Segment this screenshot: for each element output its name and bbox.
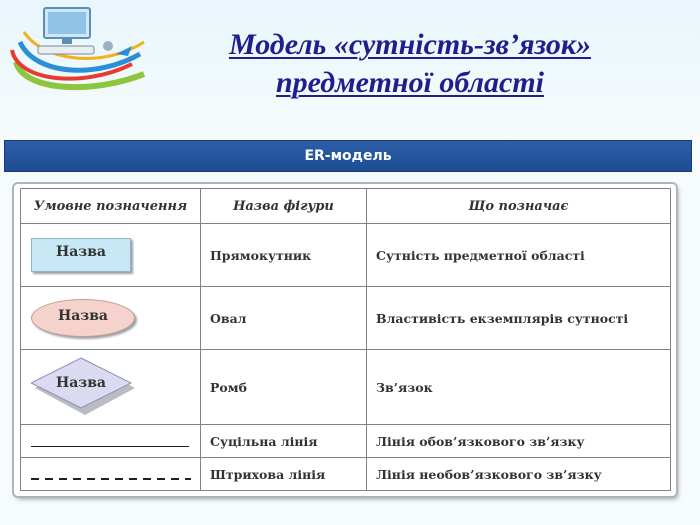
meaning-cell: Зв’язок xyxy=(367,350,671,425)
meaning-cell: Властивість екземплярів сутності xyxy=(367,287,671,350)
header-figure-name: Назва фігури xyxy=(201,189,367,224)
header-symbol: Умовне позначення xyxy=(21,189,201,224)
symbol-cell xyxy=(21,287,201,350)
figure-cell: Ромб xyxy=(201,350,367,425)
table-row xyxy=(21,224,671,287)
er-legend-table-card xyxy=(14,184,676,496)
rectangle-symbol: Назва xyxy=(31,238,131,272)
diamond-symbol-label: Назва xyxy=(55,375,107,391)
symbol-cell xyxy=(21,350,201,425)
symbol-cell xyxy=(21,425,201,458)
diamond-symbol xyxy=(31,356,135,418)
slide-title-line2: предметної області xyxy=(275,66,545,99)
computer-logo-icon xyxy=(4,2,154,94)
section-banner: ER-модель xyxy=(4,140,692,172)
table-row xyxy=(21,287,671,350)
table-header-row xyxy=(21,189,671,224)
table-row xyxy=(21,425,671,458)
symbol-cell xyxy=(21,224,201,287)
symbol-cell xyxy=(21,458,201,491)
figure-cell: Прямокутник xyxy=(201,224,367,287)
table-row xyxy=(21,350,671,425)
slide-title xyxy=(150,26,670,102)
er-legend-table xyxy=(20,188,671,491)
dashed-line-symbol xyxy=(31,478,191,480)
solid-line-symbol xyxy=(31,446,189,447)
meaning-cell: Лінія обов’язкового зв’язку xyxy=(367,425,671,458)
oval-symbol: Назва xyxy=(31,299,135,337)
figure-cell: Суцільна лінія xyxy=(201,425,367,458)
table-row xyxy=(21,458,671,491)
meaning-cell: Лінія необов’язкового зв’язку xyxy=(367,458,671,491)
meaning-cell: Сутність предметної області xyxy=(367,224,671,287)
figure-cell: Овал xyxy=(201,287,367,350)
figure-cell: Штрихова лінія xyxy=(201,458,367,491)
header-meaning: Що позначає xyxy=(367,189,671,224)
slide-title-line1: Модель «сутність-зв’язок» xyxy=(228,28,592,61)
